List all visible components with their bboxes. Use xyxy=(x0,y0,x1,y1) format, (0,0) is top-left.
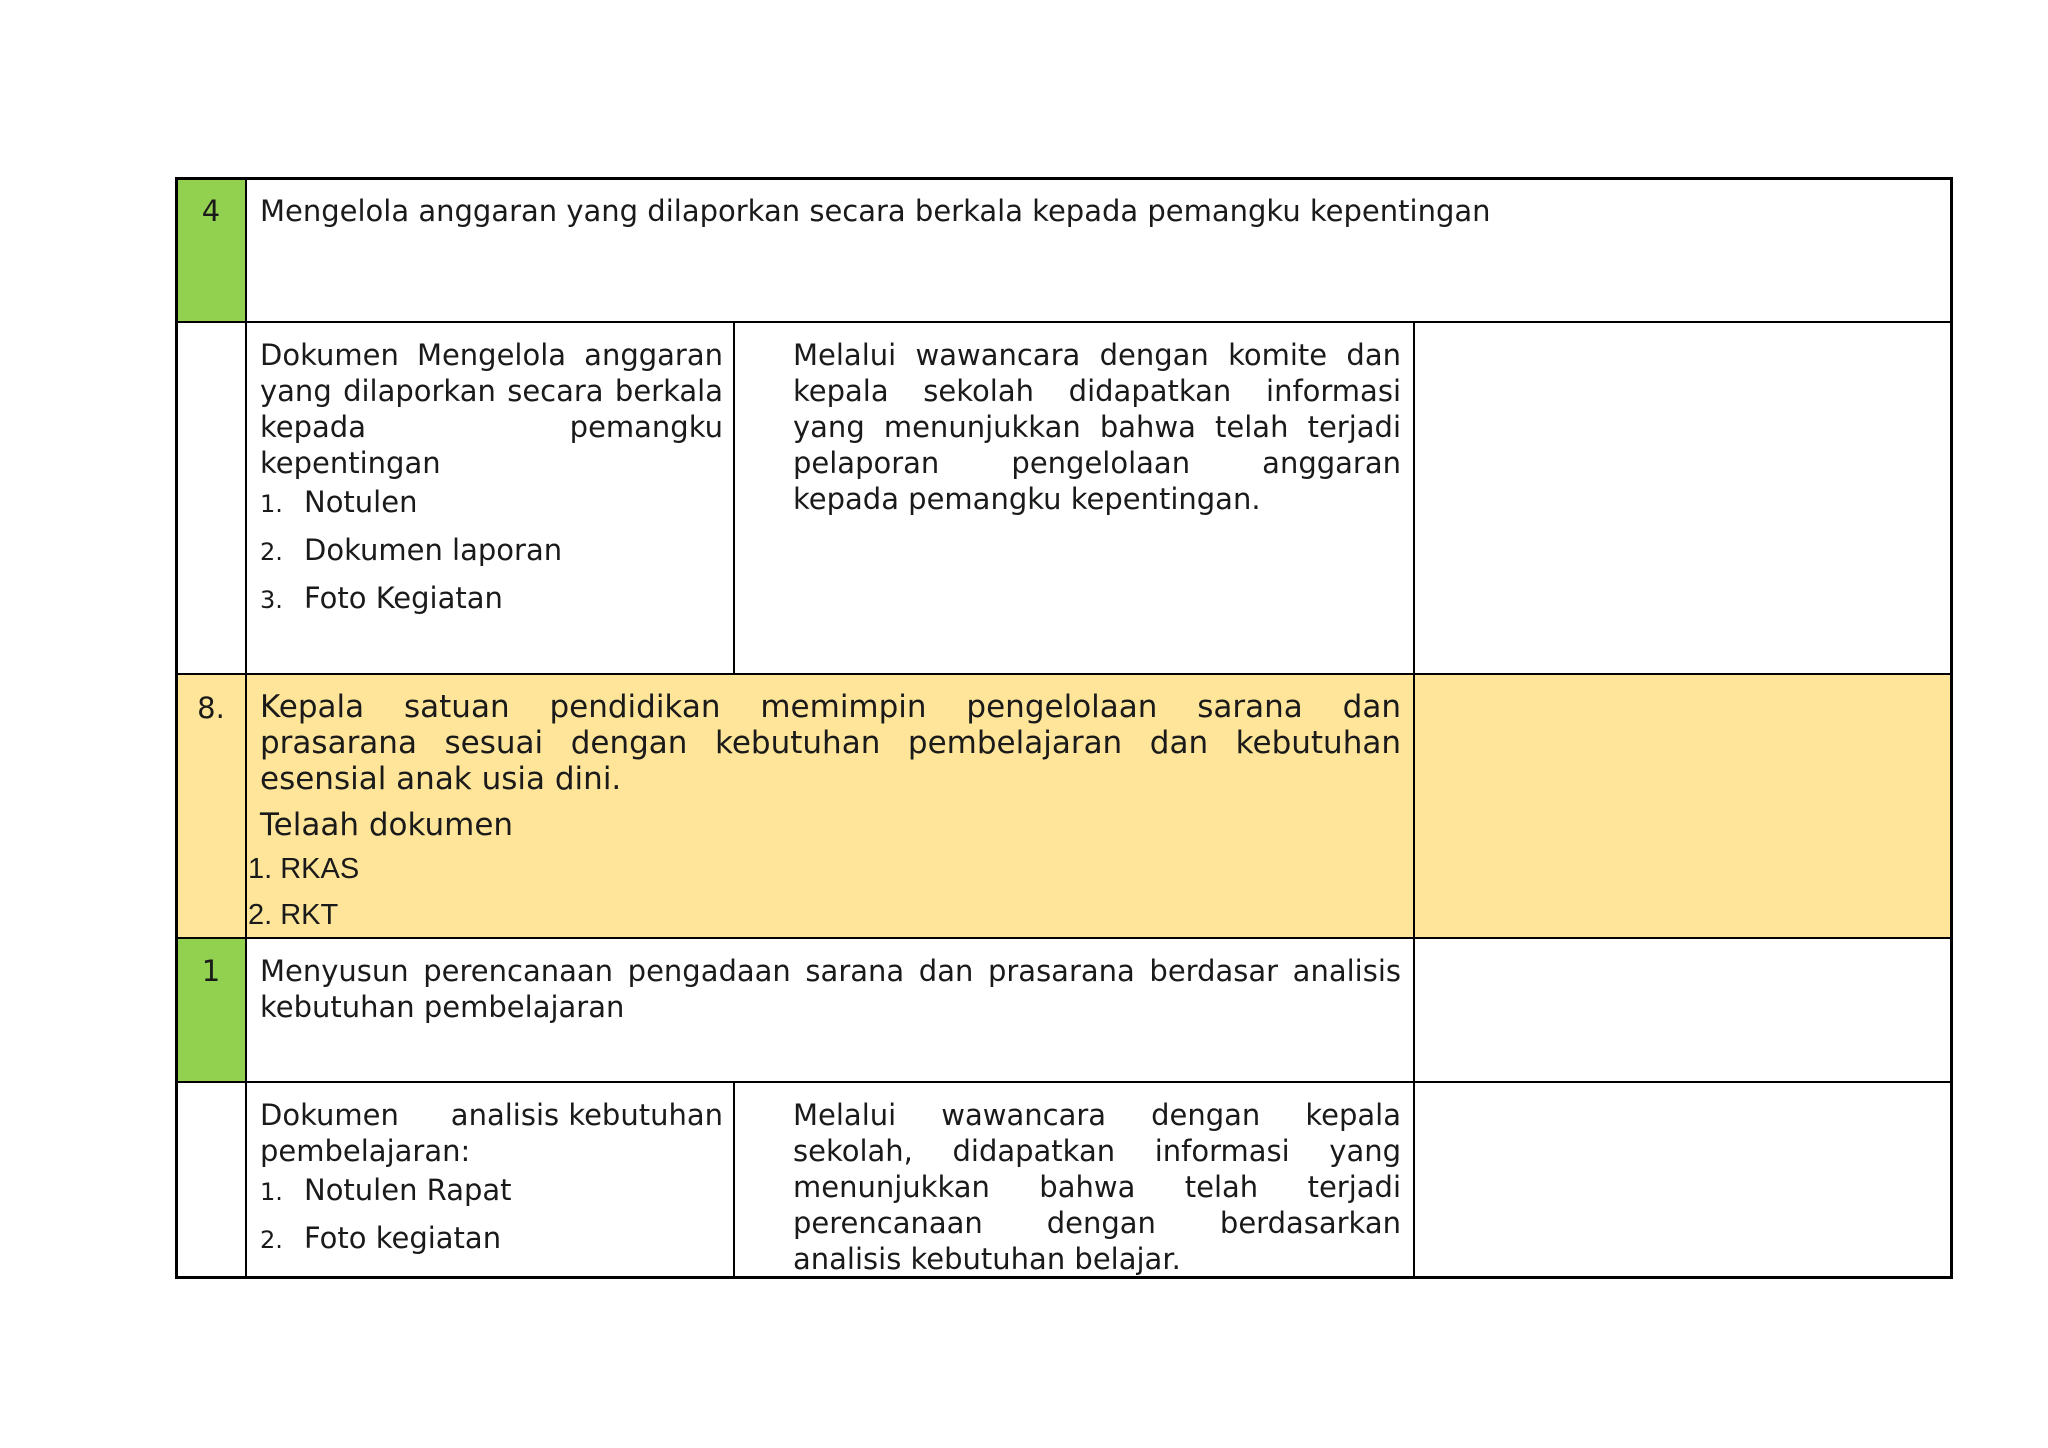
row1-title xyxy=(260,953,1401,1025)
list-item: 2. Foto kegiatan xyxy=(260,1221,502,1255)
row4-document-line4: kepentingan xyxy=(260,446,441,480)
row8-line: esensial anak usia dini. xyxy=(260,761,622,797)
row8-line: prasarana sesuai dengan kebutuhan pembelajaran dan kebutuhan xyxy=(260,725,1401,761)
list-item: 2. Dokumen laporan xyxy=(260,533,563,567)
row4-finding-line: Melalui wawancara dengan komite dan xyxy=(793,338,1401,372)
row4-finding-cell xyxy=(793,337,1401,517)
row4-finding-line: kepala sekolah didapatkan informasi xyxy=(793,374,1401,408)
row4-finding-line: pelaporan pengelolaan anggaran xyxy=(793,446,1401,480)
row4-finding-line: yang menunjukkan bahwa telah terjadi xyxy=(793,410,1401,444)
row1-finding-line: analisis kebutuhan belajar. xyxy=(793,1242,1181,1276)
row8-content xyxy=(260,689,1401,843)
row4-document-line3 xyxy=(260,409,723,445)
row1-title-line: Menyusun perencanaan pengadaan sarana dan prasarana berdasar analisis xyxy=(260,954,1401,988)
row1-finding-cell xyxy=(793,1097,1401,1277)
row8-item-rkas: 1. RKAS xyxy=(248,853,360,885)
row4-document-line3b: pemangku xyxy=(569,410,723,444)
row1-finding-line: menunjukkan bahwa telah terjadi xyxy=(793,1170,1401,1204)
row4-document-cell xyxy=(260,337,723,629)
row8-review-label: Telaah dokumen xyxy=(260,807,514,843)
row1-document-cell xyxy=(260,1097,723,1269)
row8-line: Kepala satuan pendidikan memimpin pengelolaan sarana dan xyxy=(260,689,1401,725)
row4-document-line3a: kepada xyxy=(260,410,366,444)
row4-document-line1: Dokumen Mengelola anggaran xyxy=(260,338,723,372)
list-item: 3. Foto Kegiatan xyxy=(260,581,503,615)
row1-number: 1 xyxy=(201,954,221,988)
row1-document-list xyxy=(260,1173,723,1269)
row8-item-rkt: 2. RKT xyxy=(248,899,339,931)
row1-finding-line: perencanaan dengan berdasarkan xyxy=(793,1206,1401,1240)
row1-document-line1a: Dokumen xyxy=(260,1098,399,1132)
row4-finding-line: kepada pemangku kepentingan. xyxy=(793,482,1261,516)
row4-title: Mengelola anggaran yang dilaporkan secara berkala kepada pemangku kepentingan xyxy=(260,194,1491,228)
row4-document-line2: yang dilaporkan secara berkala xyxy=(260,374,723,408)
row4-document-list xyxy=(260,485,723,629)
row1-finding-line: Melalui wawancara dengan kepala xyxy=(793,1098,1401,1132)
list-item: 1. Notulen xyxy=(260,485,418,519)
row1-finding-line: sekolah, didapatkan informasi yang xyxy=(793,1134,1401,1168)
row1-document-line1 xyxy=(260,1097,723,1133)
row1-title-line: kebutuhan pembelajaran xyxy=(260,990,625,1024)
row8-number: 8. xyxy=(197,691,225,725)
row1-document-line2: pembelajaran: xyxy=(260,1134,471,1168)
row1-document-line1b: analisis kebutuhan xyxy=(450,1098,723,1132)
list-item: 1. Notulen Rapat xyxy=(260,1173,512,1207)
row4-number: 4 xyxy=(201,194,221,228)
